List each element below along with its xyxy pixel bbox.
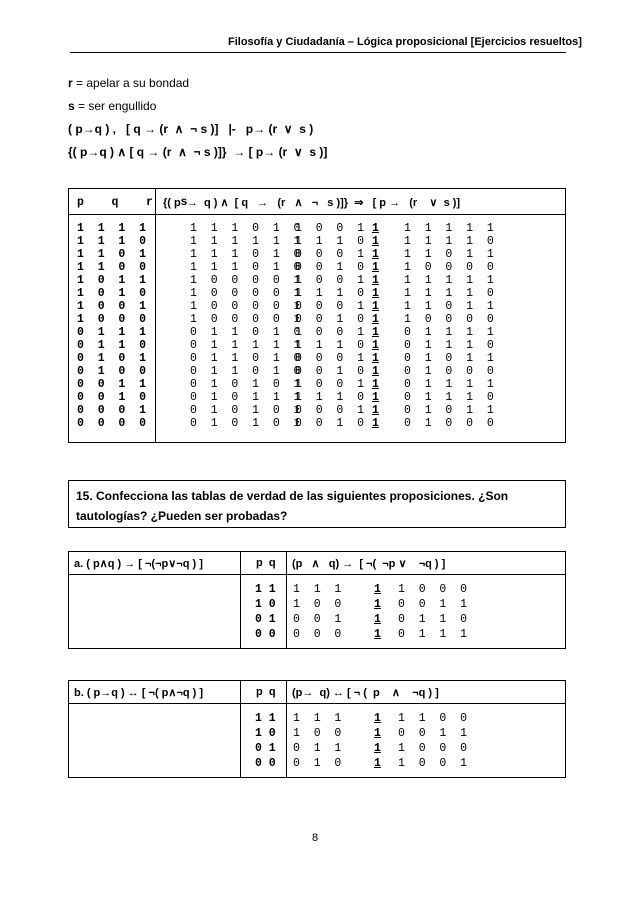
truth-table-main-row-part1: 0 1 1 0 1 0 [190,365,301,378]
truth-table-b-divider-2 [286,680,287,778]
truth-table-main-row-part1: 0 1 0 1 0 1 [190,404,301,417]
truth-table-main-row-part1: 1 0 0 0 0 1 [190,274,301,287]
truth-table-main-row-part3: 1 1 1 1 1 [404,222,494,235]
truth-table-main-row-vars: 0 0 1 0 [77,391,147,404]
truth-table-main-row-vars: 0 0 1 1 [77,378,147,391]
truth-table-b-row-right: 1 1 0 0 [398,712,468,725]
truth-table-a-row-right: 0 1 1 0 [398,613,468,626]
truth-table-main-row-main: 1 [372,326,379,339]
truth-table-main-row-part1: 1 1 1 0 1 0 [190,248,301,261]
truth-table-main-row-main: 1 [372,300,379,313]
truth-table-a-row-right: 1 0 0 0 [398,583,468,596]
truth-table-main-row-part1: 0 1 0 1 0 1 [190,417,301,430]
truth-table-b-vars-header: p q [256,686,276,698]
argument-formula: ( p→q ) , [ q → (r ∧ ¬ s )] |- p→ (r ∨ s ) [68,122,314,136]
truth-table-main-row-vars: 0 1 0 1 [77,352,147,365]
truth-table-main-row-part3: 1 1 1 1 0 [404,235,494,248]
exercise-15-line-1: 15. Confecciona las tablas de verdad de las siguientes proposiciones. ¿Son [76,489,509,503]
truth-table-main-row-vars: 0 1 1 1 [77,326,147,339]
truth-table-main-row-part3: 1 1 1 1 0 [404,287,494,300]
truth-table-a-row-right: 0 1 1 1 [398,628,468,641]
truth-table-b-row-left: 1 1 1 [293,712,342,725]
truth-table-b-formula-header: (p→ q) ↔ [ ¬ ( p ∧ ¬q ) ] [292,687,439,699]
truth-table-a-label: a. ( p∧q ) → [ ¬(¬p∨¬q ) ] [74,558,203,570]
truth-table-main-row-part3: 1 1 1 1 1 [404,274,494,287]
truth-table-a-row-left: 1 1 1 [293,583,342,596]
truth-table-a-row-vars: 1 1 [255,583,276,596]
truth-table-b-row-vars: 0 0 [255,757,276,770]
truth-table-main-row-part1: 1 0 0 0 0 1 [190,313,301,326]
running-header: Filosofía y Ciudadanía – Lógica proposicional [Ejercicios resueltos] [228,36,582,48]
truth-table-main-row-part2: 1 0 0 1 [295,326,365,339]
truth-table-a-row-main: 1 [374,628,381,641]
truth-table-main-row-part3: 1 0 0 0 0 [404,261,494,274]
truth-table-main-row-part3: 0 1 0 1 1 [404,352,494,365]
definition-r-var: r [68,76,73,90]
truth-table-main-row-part1: 1 1 1 1 1 1 [190,235,301,248]
truth-table-main-row-main: 1 [372,365,379,378]
truth-table-main-row-vars: 1 0 1 1 [77,274,147,287]
truth-table-main-row-part2: 1 0 0 1 [295,378,365,391]
truth-table-main-row-vars: 1 1 0 1 [77,248,147,261]
truth-table-main-row-main: 1 [372,352,379,365]
truth-table-b-row-left: 0 1 0 [293,757,342,770]
truth-table-b-row-main: 1 [374,742,381,755]
truth-table-main-row-part2: 1 1 1 0 [295,339,365,352]
truth-table-a-row-right: 0 0 1 1 [398,598,468,611]
truth-table-main-row-main: 1 [372,274,379,287]
truth-table-main-row-part3: 0 1 0 0 0 [404,365,494,378]
truth-table-main-row-part2: 1 1 1 0 [295,391,365,404]
truth-table-a-row-vars: 0 1 [255,613,276,626]
truth-table-a-divider-1 [240,551,241,649]
truth-table-main-row-vars: 0 0 0 1 [77,404,147,417]
truth-table-main-row-part3: 0 1 1 1 1 [404,326,494,339]
truth-table-a-row-main: 1 [374,613,381,626]
header-rule [70,52,566,53]
truth-table-b-label: b. ( p→q ) ↔ [ ¬( p∧¬q ) ] [74,687,204,699]
truth-table-main-row-vars: 1 1 1 0 [77,235,147,248]
truth-table-main-row-vars: 1 0 0 0 [77,313,147,326]
truth-table-main-row-part3: 0 1 1 1 1 [404,378,494,391]
definition-s-var: s [68,99,75,113]
truth-table-main-row-vars: 0 1 0 0 [77,365,147,378]
page-number: 8 [312,832,319,844]
truth-table-b-row-main: 1 [374,712,381,725]
truth-table-a-vars-header: p q [256,557,276,569]
truth-table-b-row-right: 1 0 0 1 [398,757,468,770]
truth-table-b-divider-1 [240,680,241,778]
truth-table-a-row-left: 1 0 0 [293,598,342,611]
truth-table-main-row-part2: 0 0 0 1 [295,300,365,313]
definition-s-text: = ser engullido [74,99,157,113]
truth-table-main-row-part2: 1 1 1 0 [295,287,365,300]
truth-table-main-row-main: 1 [372,404,379,417]
definition-r [68,76,189,90]
truth-table-main-row-part2: 1 1 1 0 [295,235,365,248]
truth-table-a-divider-2 [286,551,287,649]
truth-table-b-row-vars: 1 1 [255,712,276,725]
conditional-formula: {( p→q ) ∧ [ q → (r ∧ ¬ s )]} → [ p→ (r ∨ s )] [68,145,328,159]
truth-table-main-divider [155,188,156,443]
truth-table-main-row-part3: 0 1 0 1 1 [404,404,494,417]
truth-table-b-row-left: 0 1 1 [293,742,342,755]
truth-table-main-row-part2: 0 0 0 1 [295,404,365,417]
truth-table-a-row-main: 1 [374,583,381,596]
truth-table-main-row-vars: 1 0 1 0 [77,287,147,300]
truth-table-main-row-part2: 1 0 0 1 [295,222,365,235]
truth-table-main-row-vars: 1 0 0 1 [77,300,147,313]
truth-table-main-row-vars: 0 0 0 0 [77,417,147,430]
truth-table-main-row-part1: 1 1 1 0 1 0 [190,261,301,274]
truth-table-main-row-part1: 1 1 1 0 1 0 [190,222,301,235]
truth-table-main-row-main: 1 [372,235,379,248]
truth-table-main-row-main: 1 [372,339,379,352]
truth-table-b-row-vars: 1 0 [255,727,276,740]
truth-table-main-row-part2: 1 0 0 1 [295,274,365,287]
truth-table-main-row-part3: 1 1 0 1 1 [404,248,494,261]
truth-table-b-row-right: 1 0 0 0 [398,742,468,755]
truth-table-main-row-main: 1 [372,287,379,300]
truth-table-a-row-left: 0 0 0 [293,628,342,641]
truth-table-main-row-part2: 0 0 1 0 [295,365,365,378]
truth-table-b-row-vars: 0 1 [255,742,276,755]
truth-table-b-row-main: 1 [374,727,381,740]
truth-table-b-row-main: 1 [374,757,381,770]
truth-table-main-row-part3: 0 1 0 0 0 [404,417,494,430]
truth-table-main-row-part3: 1 1 0 1 1 [404,300,494,313]
truth-table-main-row-main: 1 [372,261,379,274]
truth-table-main-row-vars: 1 1 0 0 [77,261,147,274]
truth-table-main-row-main: 1 [372,417,379,430]
truth-table-main-row-part1: 0 1 1 0 1 0 [190,352,301,365]
truth-table-a-row-vars: 0 0 [255,628,276,641]
truth-table-main-row-main: 1 [372,313,379,326]
truth-table-main-row-part1: 1 0 0 0 0 1 [190,287,301,300]
truth-table-main-row-main: 1 [372,222,379,235]
truth-table-a-row-vars: 1 0 [255,598,276,611]
truth-table-main-row-part2: 0 0 1 0 [295,313,365,326]
truth-table-main-row-vars: 0 1 1 0 [77,339,147,352]
truth-table-main-row-part1: 1 0 0 0 0 1 [190,300,301,313]
truth-table-main-row-part1: 0 1 1 1 1 1 [190,339,301,352]
truth-table-main-row-main: 1 [372,391,379,404]
truth-table-main-formula-header: {( p → q ) ∧ [ q → (r ∧ ¬ s )]} ⇒ [ p → (r ∨ s )] [163,197,461,209]
truth-table-main-row-part3: 1 0 0 0 0 [404,313,494,326]
truth-table-main-row-part2: 0 0 1 0 [295,417,365,430]
definition-s [68,99,156,113]
truth-table-main-row-part1: 0 1 0 1 1 1 [190,391,301,404]
truth-table-b-row-right: 0 0 1 1 [398,727,468,740]
truth-table-a-formula-header: (p ∧ q) → [ ¬( ¬p ∨ ¬q ) ] [292,558,446,570]
truth-table-main-row-main: 1 [372,378,379,391]
truth-table-main-row-part3: 0 1 1 1 0 [404,339,494,352]
truth-table-main-row-part3: 0 1 1 1 0 [404,391,494,404]
truth-table-main-header-rule [68,214,566,215]
truth-table-main-row-vars: 1 1 1 1 [77,222,147,235]
truth-table-main-row-part2: 0 0 0 1 [295,352,365,365]
exercise-15-line-2: tautologías? ¿Pueden ser probadas? [76,509,288,523]
truth-table-main-row-part2: 0 0 1 0 [295,261,365,274]
truth-table-b-row-left: 1 0 0 [293,727,342,740]
truth-table-main-row-part1: 0 1 1 0 1 0 [190,326,301,339]
truth-table-main-row-main: 1 [372,248,379,261]
truth-table-a-row-left: 0 0 1 [293,613,342,626]
definition-r-text: = apelar a su bondad [72,76,190,90]
truth-table-main-vars-header: p q r s [77,196,188,209]
truth-table-a-header-rule [68,574,566,575]
truth-table-a-row-main: 1 [374,598,381,611]
truth-table-main-row-part2: 0 0 0 1 [295,248,365,261]
truth-table-b-header-rule [68,703,566,704]
truth-table-main-row-part1: 0 1 0 1 0 1 [190,378,301,391]
